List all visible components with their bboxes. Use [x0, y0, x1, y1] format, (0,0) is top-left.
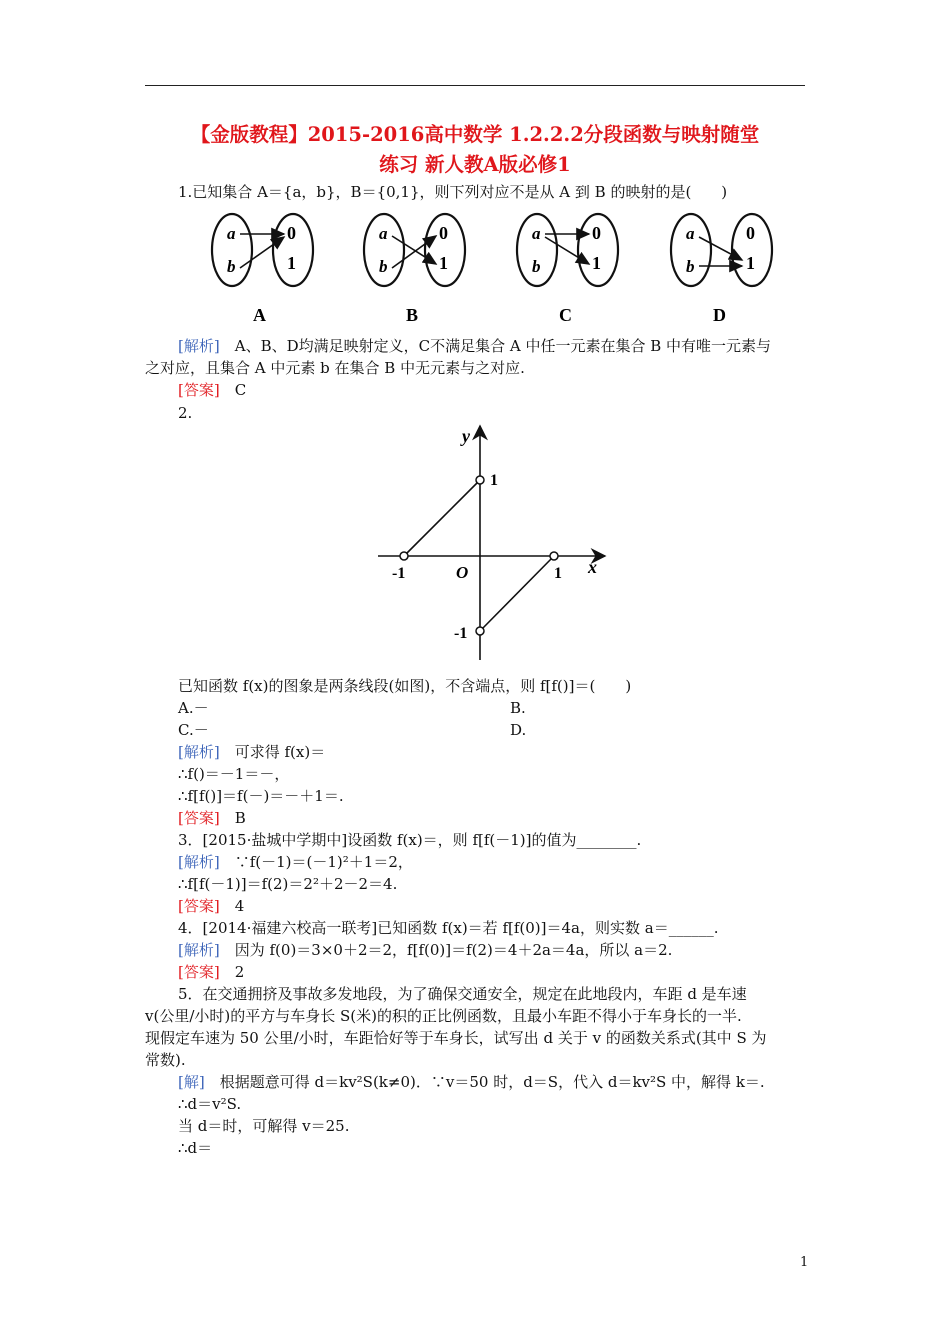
answer-tag: [答案]	[178, 809, 220, 827]
q4-answer: [答案] 2	[178, 963, 245, 981]
q5-stem-line2: v(公里/小时)的平方与车身长 S(米)的积的正比例函数，且最小车距不得小于车身长的一半.	[145, 1007, 742, 1025]
q4-analysis: [解析] 因为 f(0)＝3×0＋2＝2，f[f(0)]＝f(2)＝4＋2a＝4a，所以 a＝2.	[178, 941, 673, 959]
answer-tag: [答案]	[178, 381, 220, 399]
header-rule	[145, 85, 805, 86]
set-a-element-a: a	[379, 224, 388, 243]
q2-option-a: A.－	[178, 699, 209, 717]
q5-solution: [解] 根据题意可得 d＝kv²S(k≠0)．∵v＝50 时，d＝S，代入 d＝kv²S 中，解得 k＝.	[178, 1073, 765, 1091]
q2-answer: [答案] B	[178, 809, 246, 827]
q2-option-b: B.	[510, 699, 526, 717]
q2-stem: 已知函数 f(x)的图象是两条线段(如图)，不含端点，则 f[f()]＝( )	[178, 677, 632, 695]
set-a-element-a: a	[686, 224, 695, 243]
set-b-element-0: 0	[439, 223, 448, 243]
set-b-element-0: 0	[287, 223, 296, 243]
set-b-element-0: 0	[592, 223, 601, 243]
set-a-element-a: a	[532, 224, 541, 243]
set-b-element-1: 1	[287, 253, 296, 273]
answer-tag: [答案]	[178, 963, 220, 981]
q5-step1: ∴d＝v²S.	[178, 1095, 242, 1113]
mapping-diagram-c	[517, 214, 618, 325]
q3-step1: ∴f[f(－1)]＝f(2)＝2²＋2－2＝4.	[178, 875, 398, 893]
set-a-element-b: b	[227, 257, 236, 276]
analysis-tag: [解析]	[178, 941, 220, 959]
set-b-element-1: 1	[592, 253, 601, 273]
q4-stem: 4．[2014·福建六校高一联考]已知函数 f(x)＝若 f[f(0)]＝4a，则实数 a＝______.	[178, 919, 719, 937]
tick-x-pos: 1	[554, 565, 562, 582]
q5-stem-line3: 现假定车速为 50 公里/小时，车距恰好等于车身长，试写出 d 关于 v 的函数关系式(其中 S 为	[145, 1029, 767, 1047]
set-a-element-b: b	[379, 257, 388, 276]
q2-option-d: D.	[510, 721, 527, 739]
set-b-element-0: 0	[746, 223, 755, 243]
doc-title-line1: 【金版教程】2015-2016高中数学 1.2.2.2分段函数与映射随堂	[190, 123, 760, 146]
diagram-label-c: C	[559, 305, 572, 325]
doc-title-line2: 练习 新人教A版必修1	[379, 153, 571, 176]
tick-x-neg: -1	[392, 565, 406, 582]
q1-stem: 1.已知集合 A＝{a，b}，B＝{0,1}，则下列对应不是从 A 到 B 的映射的是( )	[178, 183, 728, 201]
mapping-diagram-b	[364, 214, 465, 325]
q5-stem-line4: 常数).	[145, 1051, 186, 1069]
q1-answer: [答案] C	[178, 381, 247, 399]
set-a-element-a: a	[227, 224, 236, 243]
q2-step1: ∴f()＝－1＝－，	[178, 765, 290, 783]
y-axis-label: y	[462, 426, 470, 446]
x-axis-label: x	[588, 557, 597, 577]
analysis-tag: [解析]	[178, 853, 220, 871]
page-number: 1	[800, 1255, 809, 1270]
q2-function-graph	[370, 420, 615, 665]
analysis-tag: [解析]	[178, 337, 220, 355]
analysis-tag: [解析]	[178, 743, 220, 761]
tick-y-neg: -1	[454, 625, 468, 642]
mapping-diagram-a	[212, 214, 313, 325]
answer-tag: [答案]	[178, 897, 220, 915]
q1-mapping-diagrams	[200, 206, 790, 326]
solution-tag: [解]	[178, 1073, 205, 1091]
mapping-diagram-d	[671, 214, 772, 325]
diagram-label-b: B	[406, 305, 419, 325]
diagram-label-a: A	[253, 305, 266, 325]
q3-stem: 3．[2015·盐城中学期中]设函数 f(x)＝，则 f[f(－1)]的值为________.	[178, 831, 642, 849]
set-b-element-1: 1	[439, 253, 448, 273]
set-b-element-1: 1	[746, 253, 755, 273]
origin-label: O	[456, 563, 469, 582]
tick-y-pos: 1	[490, 472, 498, 489]
q3-answer: [答案] 4	[178, 897, 245, 915]
q3-analysis: [解析] ∵f(－1)＝(－1)²＋1＝2，	[178, 853, 413, 871]
q2-analysis: [解析] 可求得 f(x)＝	[178, 743, 326, 761]
q1-analysis-cont: 之对应，且集合 A 中元素 b 在集合 B 中无元素与之对应.	[145, 359, 525, 377]
q5-step3: ∴d＝	[178, 1139, 213, 1157]
set-a-element-b: b	[686, 257, 695, 276]
diagram-label-d: D	[713, 305, 726, 325]
q5-step2: 当 d＝时，可解得 v＝25.	[178, 1117, 350, 1135]
q2-number: 2.	[178, 404, 193, 422]
set-a-element-b: b	[532, 257, 541, 276]
q5-stem-line1: 5．在交通拥挤及事故多发地段，为了确保交通安全，规定在此地段内，车距 d 是车速	[178, 985, 747, 1003]
q1-analysis: [解析] A、B、D均满足映射定义，C不满足集合 A 中任一元素在集合 B 中有唯一元素与	[178, 337, 772, 355]
q2-option-c: C.－	[178, 721, 209, 739]
q2-step2: ∴f[f()]＝f(－)＝－＋1＝.	[178, 787, 344, 805]
